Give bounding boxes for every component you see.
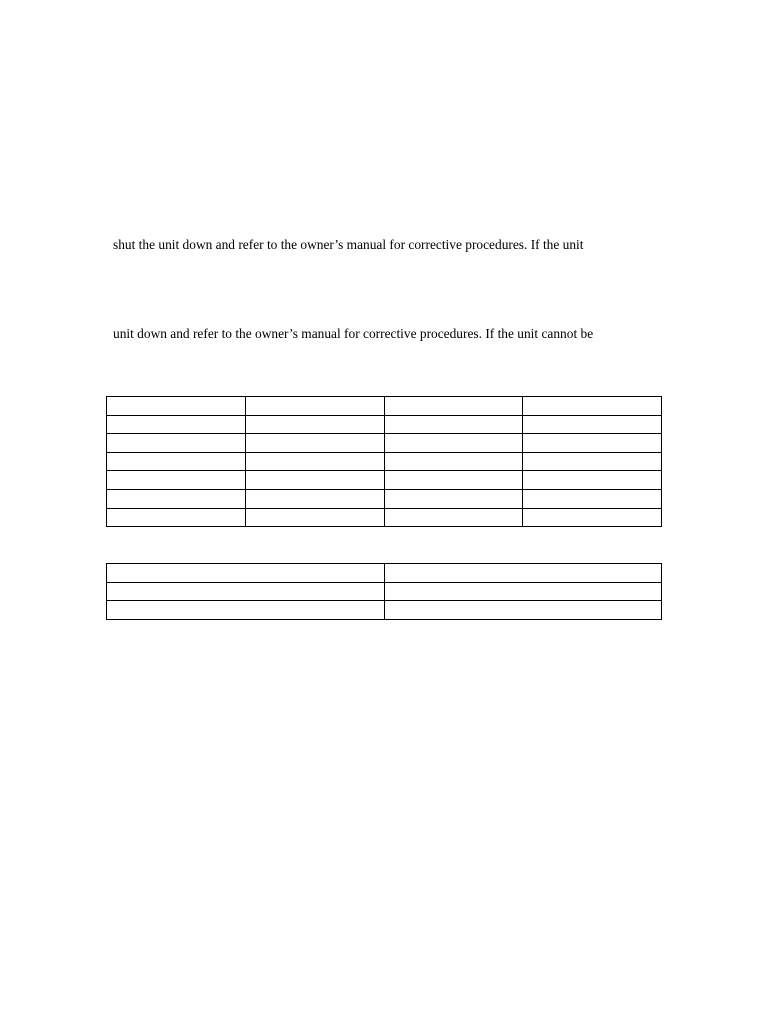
table-cell <box>384 434 523 453</box>
table-cell <box>107 582 385 601</box>
table-cell <box>523 489 662 508</box>
table-cell <box>107 397 246 416</box>
table-cell <box>245 471 384 490</box>
table-cell <box>523 415 662 434</box>
table-row <box>107 564 662 583</box>
blank-table-two-column <box>106 563 662 620</box>
table-row <box>107 415 662 434</box>
table-cell <box>245 452 384 471</box>
table-cell <box>107 415 246 434</box>
table-cell <box>523 452 662 471</box>
table-cell <box>523 397 662 416</box>
table-cell <box>384 415 523 434</box>
table-cell <box>384 471 523 490</box>
table-row <box>107 508 662 527</box>
table-row <box>107 434 662 453</box>
table-cell <box>384 489 523 508</box>
table-cell <box>245 415 384 434</box>
table-cell <box>523 434 662 453</box>
table-cell <box>245 508 384 527</box>
table-row <box>107 471 662 490</box>
table-cell <box>107 471 246 490</box>
table-cell <box>107 452 246 471</box>
table-cell <box>107 434 246 453</box>
blank-table-four-column <box>106 396 662 527</box>
table-cell <box>107 508 246 527</box>
table-row <box>107 397 662 416</box>
table-row <box>107 489 662 508</box>
table-cell <box>384 397 523 416</box>
table-cell <box>107 489 246 508</box>
table-cell <box>245 489 384 508</box>
body-text-line: shut the unit down and refer to the owner’s manual for corrective procedures. If the unit <box>113 237 584 252</box>
table-cell <box>523 508 662 527</box>
table-row <box>107 452 662 471</box>
body-text-line: unit down and refer to the owner’s manual for corrective procedures. If the unit cannot be <box>113 326 594 341</box>
table-cell <box>384 564 662 583</box>
table-cell <box>523 471 662 490</box>
table-cell <box>107 601 385 620</box>
table-cell <box>384 508 523 527</box>
table-cell <box>384 601 662 620</box>
table-row <box>107 582 662 601</box>
table-cell <box>245 397 384 416</box>
table-cell <box>245 434 384 453</box>
table-cell <box>384 582 662 601</box>
table-row <box>107 601 662 620</box>
table-cell <box>107 564 385 583</box>
table-cell <box>384 452 523 471</box>
